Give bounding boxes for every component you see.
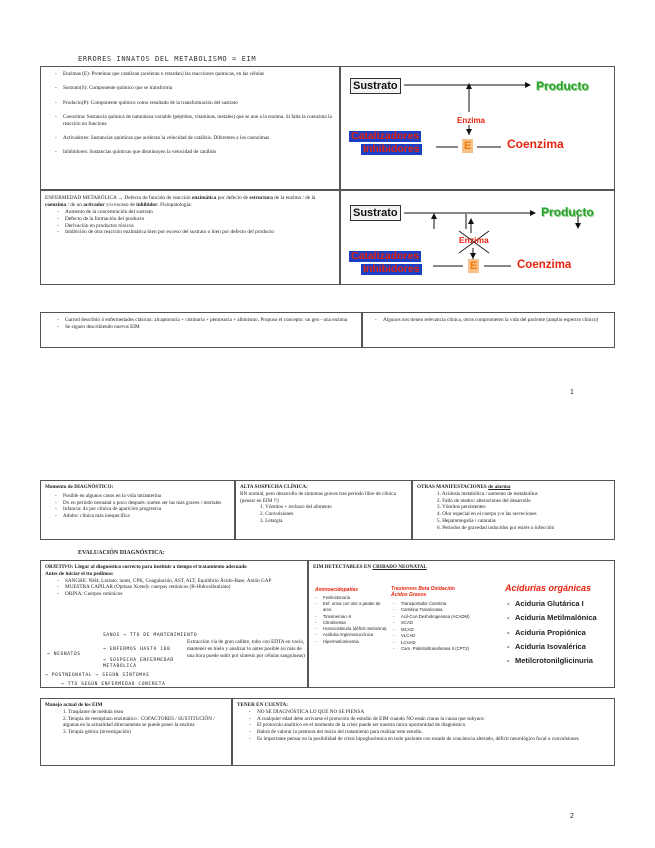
list-item: - Defecto de la formación del producto [55, 216, 335, 223]
acidurias-title: Acidurias orgánicas [505, 583, 592, 593]
enzima-label: Enzima [459, 235, 489, 245]
notes-box-left [40, 312, 362, 348]
coenzima-label: Coenzima [517, 259, 572, 271]
coenzima-label: Coenzima [507, 137, 564, 151]
list-item: - Metilcrotonilglicinuria [505, 654, 615, 668]
list-item: - A cualquier edad debe activarse el protocolo de estudio de EIM cuando NO están claras la causa que subyace. [247, 716, 610, 723]
objetivo-box [40, 560, 308, 688]
otras-title: OTRAS MANIFESTACIONES de alarma [417, 484, 511, 490]
list-item: - Es importante pensar en la posibilidad de crisis hipoglucémica en todo paciente con estado de conciencia alterado, déficit neurológico focal o convulsiones [247, 736, 610, 743]
sustrato-label: Sustrato [350, 205, 401, 221]
list-item: 1. Vómitos + rechazo del alimento [260, 504, 332, 511]
em-definition: ENFERMEDAD METABÓLICA → Defecto de función de reacción enzimática por defecto de estructura de la enzima / de la coenzima / de un activador y/o exceso de inhibidor. Fisiopatología: [45, 195, 316, 208]
list-item: - Tirosinemia I-II [313, 614, 389, 620]
list-item: - Posible en algunos casos en la vida intrauterina [53, 493, 230, 500]
objetivo-sub: Antes de iniciar el tto pedimos: [45, 570, 114, 577]
enzima-label: Enzima [457, 116, 486, 125]
list-item: - Carnitina Translocasa [391, 607, 491, 613]
alta-box [235, 480, 412, 540]
amino-list [313, 595, 389, 645]
tener-box [232, 698, 615, 766]
page-number: 1 [570, 389, 574, 396]
definitions-box [40, 66, 340, 190]
manejo-box [40, 698, 232, 766]
momento-list [45, 493, 230, 520]
list-item: - Sustrato(S): Componente químico que se transforma [53, 85, 333, 92]
list-item: - SCAD [391, 620, 491, 626]
handwritten-sanos: SANOS → TTO DE MANTENIMIENTO [103, 633, 198, 638]
tener-list [237, 709, 610, 743]
list-item: - MUESTRA CAPILAR (Optisan Xceed): cuerpos cetónicos (B-Hidroxibutirato) [55, 584, 303, 591]
momento-box [40, 480, 235, 540]
list-item: - Inhibidores: Sustancias químicas que disminuyen la velocidad de catálisis [53, 149, 333, 156]
inhibidores-label: Inhibidores [363, 263, 420, 275]
list-item: - Dx en periodo neonatal o poco después: suelen ser las más graves / mortales [53, 500, 230, 507]
list-item: 2. Terapia de reemplazo enzimático : COFACTORES / SUSTITUCIÓN / algunas en la actualidad directamente se puede poner la enzima [63, 715, 215, 729]
definitions-list [53, 71, 333, 155]
evaluacion-title: EVALUACIÓN DIAGNÓSTICA: [78, 550, 165, 556]
diagram-1-box [340, 66, 615, 190]
sustrato-label: Sustrato [350, 78, 401, 94]
manejo-title: Manejo actual de los EIM [45, 702, 103, 708]
objetivo-list [45, 578, 303, 598]
beta-list [391, 601, 491, 653]
list-item: - Adulto: clínica más inespecífica [53, 513, 230, 520]
extraccion-note: Extracción vía de gran calibre, tubo con EDTA en vacío, mantener en hielo y analizar lo antes posible (si más de una hora puede subir por síntesis por células sanguíneas) [187, 639, 305, 659]
e-label: E [464, 140, 472, 152]
list-item: - Aciduria Argininosuccínica [313, 632, 389, 638]
notes-list-left [55, 317, 357, 331]
handwritten-sospecha: → SOSPECHA ENFERMEDAD METABÓLICA [103, 658, 174, 669]
list-item: 2. Fallo de medro/ alteraciones del desarrollo [437, 497, 531, 504]
list-item: - Inhibición de otra reacción enzimática bien por exceso del sustrato o bien por defecto del producto [55, 229, 335, 236]
list-item: - Aciduria Metilmalónica [505, 611, 615, 625]
list-item: 6. Periodos de gravedad inducidos por estrés o infección [437, 524, 555, 531]
list-item: 3. Letargia [260, 517, 283, 524]
list-item: - Aumento de la concentración del sustrato [55, 209, 335, 216]
page-number: 2 [570, 813, 574, 820]
page1-title: ERRORES INNATOS DEL METABOLISMO = EIM [78, 55, 257, 63]
list-item: - Aciduria Propiónica [505, 626, 615, 640]
alta-title: ALTA SOSPECHA CLÍNICA: [240, 484, 308, 490]
notes-box-right [362, 312, 615, 348]
otras-list [417, 491, 610, 532]
list-item: - Fenilcetonuria [313, 595, 389, 601]
list-item: - Transportador Carnitina [391, 601, 491, 607]
alta-intro: RN normal, pero desarrollo de síntomas graves tras periodo libre de clínica (pensar en EIM !!) [240, 490, 396, 504]
list-item: - Enzimas (E): Proteínas que catalizan (aceleran o retardan) las reacciones químicas, en las células [53, 71, 333, 78]
list-item: - Aciduria Glutárica I [505, 597, 615, 611]
alta-list [240, 504, 407, 524]
em-list [45, 209, 335, 237]
list-item: - Garrod describió 4 enfermedades clásicas: alcaptonuria + cistinuria + pentosuria + albinismo. Propuso el concepto: un gen - una enzima [55, 317, 357, 324]
cribado-title: EIM DETECTABLES EN CRIBADO NEONATAL [313, 564, 427, 570]
em-box [40, 190, 340, 285]
momento-title: Momento de DIAGNÓSTICO: [45, 484, 114, 490]
list-item: 1. Acidosis metabólica / aumento de metabolitos [437, 490, 538, 497]
e-label: E [470, 260, 478, 272]
handwritten-tto: → TTO SEGÚN ENFERMEDAD CONCRETA [61, 682, 166, 687]
list-item: - ORINA: Cuerpos cetónicos [55, 591, 303, 598]
list-item: - Infancia: dx por clínica de aparición progresiva [53, 506, 230, 513]
list-item: 5. Hepatomegalia / cataratas [437, 517, 496, 524]
list-item: - Derivación en productos tóxicos [55, 223, 335, 230]
producto-label: Producto [541, 205, 594, 219]
list-item: - Habrá de valorar la premura del inicio del tratamiento para realizar este estudio. [247, 729, 610, 736]
list-item: - Carn. Palmitoiltransferasa II (CPT2) [391, 646, 491, 652]
list-item: - LCHAD [391, 640, 491, 646]
list-item: - Citrulinemia [313, 620, 389, 626]
list-item: - Producto(P): Componente químico como resultado de la transformación del sustrato [53, 100, 333, 107]
list-item: - Aciduria Isovalérica [505, 640, 615, 654]
acidurias-list [505, 597, 615, 668]
catalizadores-label: Catalizadores [351, 250, 420, 262]
list-item: - El protocolo analítico en el momento de la crisis puede ser nuestra única oportunidad de diagnóstico. [247, 722, 610, 729]
list-item: - Acil-CoA Deshidrogenasa (ACADM) [391, 614, 491, 620]
list-item: - Coenzima: Sustancia química de naturaleza variable (péptidos, vitaminas, metales) que se une a la enzima. Si falta la coenzima la reacción no funciona [53, 114, 333, 128]
handwritten-enfermos: → ENFERMOS HASTA 160 [103, 647, 171, 652]
manejo-list [45, 709, 227, 736]
catalizadores-label: Catalizadores [351, 130, 420, 142]
list-item: - VLCAD [391, 633, 491, 639]
tener-title: TENER EN CUENTA: [237, 702, 288, 708]
objetivo-title: OBJETIVO: Llegar al diagnóstico correcto para instituir a tiempo el tratamiento adecuado [45, 564, 247, 570]
notes-list-right [373, 317, 610, 324]
list-item: - Enf. orina con olor a jarabe de arce [313, 601, 389, 613]
diagram-2-box [340, 190, 615, 285]
aminoacidopatias-title: Aminoacidopatías [315, 587, 359, 593]
list-item: 3. Terapia génica (investigación) [63, 729, 131, 735]
list-item: - Se siguen describiendo nuevos EIM [55, 324, 357, 331]
beta-oxidacion-title: Trastornos Beta Oxidación Ácidos Grasos [391, 586, 455, 598]
cribado-box [308, 560, 615, 688]
inhibidores-label: Inhibidores [363, 143, 420, 155]
list-item: - Algunos nos tienen relevancia clínica, otros comprometen la vida del paciente (amplio espectro clínico) [373, 317, 610, 324]
producto-label: Producto [536, 79, 589, 93]
list-item: 3. Vómitos persistentes [437, 504, 486, 511]
otras-box [412, 480, 615, 540]
list-item: - Hipermetioninemia [313, 639, 389, 645]
list-item: 2. Convulsiones [260, 511, 294, 517]
handwritten-postneonatal: → POSTNEONATAL → SEGÚN SÍNTOMAS [45, 673, 150, 678]
list-item: - Activadores: Sustancias químicas que aceleran la velocidad de catálisis. Diferentes a los coenzimas [53, 135, 333, 142]
list-item: 1. Trasplante de médula ósea [63, 708, 124, 715]
list-item: - MCAD [391, 627, 491, 633]
list-item: - SANGRE: NH4, Lactato, iones, CPK, Coagulación, AST, ALT, Equilibrio Ácido-Base, Anión GAP [55, 578, 303, 585]
handwritten-neonatos: → NEONATOS [47, 652, 81, 657]
list-item: 4. Olor especial en el cuerpo y/o las secreciones [437, 511, 537, 517]
list-item: - Homocistinuria (déficit metionina) [313, 626, 389, 632]
list-item: - NO SE DIAGNOSTICA LO QUE NO SE PIENSA [247, 709, 610, 716]
